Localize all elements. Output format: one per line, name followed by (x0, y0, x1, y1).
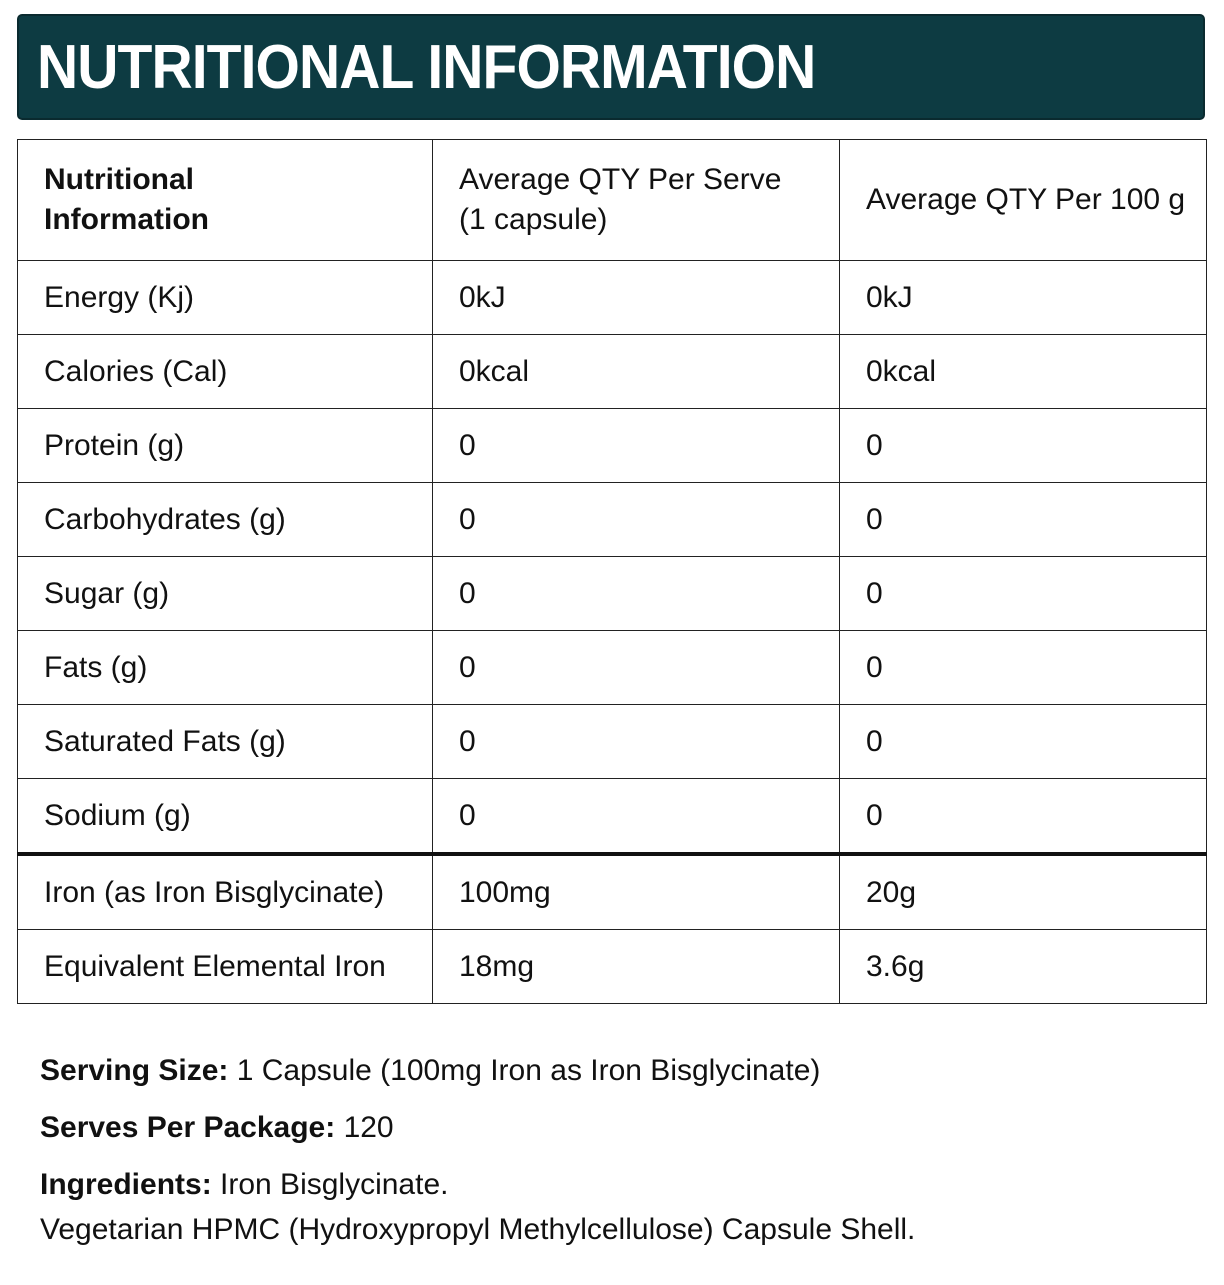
nutrient-cell: Iron (as Iron Bisglycinate) (18, 854, 433, 930)
nutrient-cell: Saturated Fats (g) (18, 705, 433, 779)
per-100g-cell: 0 (840, 705, 1207, 779)
serving-size-line (40, 1048, 1200, 1093)
per-100g-cell: 0kcal (840, 335, 1207, 409)
per-100g-cell: 3.6g (840, 930, 1207, 1004)
per-serve-cell: 100mg (433, 854, 840, 930)
column-header-per-100g-line1: Average QTY Per 100 g (866, 183, 1186, 216)
per-serve-cell: 0 (433, 483, 840, 557)
serving-size-label: Serving Size: (40, 1054, 229, 1087)
serves-per-package-label: Serves Per Package: (40, 1111, 336, 1144)
nutrient-cell: Sugar (g) (18, 557, 433, 631)
per-serve-cell: 0 (433, 705, 840, 779)
table-row (18, 335, 1207, 409)
column-header-nutrient (18, 140, 433, 261)
title-banner (17, 14, 1205, 120)
nutrient-cell: Sodium (g) (18, 779, 433, 855)
table-header-row (18, 140, 1207, 261)
nutrient-cell: Fats (g) (18, 631, 433, 705)
nutrition-table (17, 139, 1207, 1004)
column-header-per-serve-line2: (1 capsule) (459, 203, 608, 236)
table-row (18, 557, 1207, 631)
table-row (18, 854, 1207, 930)
per-serve-cell: 0 (433, 631, 840, 705)
per-100g-cell: 0 (840, 779, 1207, 855)
serves-per-package-value: 120 (343, 1111, 394, 1144)
column-header-per-serve-line1: Average QTY Per Serve (459, 163, 782, 196)
per-100g-cell: 0 (840, 409, 1207, 483)
per-100g-cell: 20g (840, 854, 1207, 930)
table-row (18, 483, 1207, 557)
column-header-per-100g (840, 140, 1207, 261)
column-header-nutrient-line2: Information (44, 203, 209, 236)
nutrient-cell: Carbohydrates (g) (18, 483, 433, 557)
table-row (18, 631, 1207, 705)
ingredients-line (40, 1162, 1200, 1207)
per-serve-cell: 18mg (433, 930, 840, 1004)
page-title: NUTRITIONAL INFORMATION (37, 32, 816, 102)
per-100g-cell: 0 (840, 557, 1207, 631)
product-notes (40, 1048, 1200, 1252)
per-serve-cell: 0 (433, 557, 840, 631)
per-serve-cell: 0kJ (433, 261, 840, 335)
ingredients-value: Iron Bisglycinate. (220, 1168, 449, 1201)
ingredients-label: Ingredients: (40, 1168, 212, 1201)
column-header-nutrient-line1: Nutritional (44, 163, 194, 196)
per-100g-cell: 0 (840, 631, 1207, 705)
per-100g-cell: 0kJ (840, 261, 1207, 335)
nutrient-cell: Energy (Kj) (18, 261, 433, 335)
per-serve-cell: 0 (433, 409, 840, 483)
serving-size-value: 1 Capsule (100mg Iron as Iron Bisglycinate) (236, 1054, 821, 1087)
nutrient-cell: Protein (g) (18, 409, 433, 483)
nutrient-cell: Equivalent Elemental Iron (18, 930, 433, 1004)
per-serve-cell: 0 (433, 779, 840, 855)
table-row (18, 705, 1207, 779)
table-row (18, 779, 1207, 855)
table-row (18, 261, 1207, 335)
nutrient-cell: Calories (Cal) (18, 335, 433, 409)
column-header-per-serve (433, 140, 840, 261)
serves-per-package-line (40, 1105, 1200, 1150)
per-serve-cell: 0kcal (433, 335, 840, 409)
per-100g-cell: 0 (840, 483, 1207, 557)
table-row (18, 930, 1207, 1004)
table-row (18, 409, 1207, 483)
ingredients-line-2: Vegetarian HPMC (Hydroxypropyl Methylcellulose) Capsule Shell. (40, 1213, 916, 1246)
